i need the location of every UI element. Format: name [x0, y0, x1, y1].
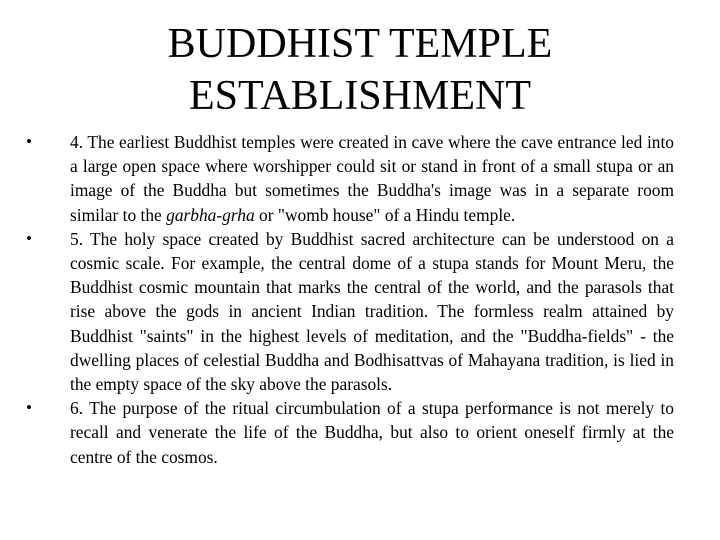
- bullet-icon: •: [26, 228, 32, 248]
- bullet-text: 6. The purpose of the ritual circumbulation of a stupa performance is not merely to recall and venerate the life of the Buddha, but also to orient oneself firmly at the centre of the cosmos.: [70, 398, 674, 467]
- title-line-2: ESTABLISHMENT: [189, 73, 531, 119]
- bullet-text: [70, 132, 674, 225]
- bullet-icon: •: [26, 132, 32, 151]
- bullet-text-before: 4. The earliest Buddhist temples were created in cave where the cave entrance led into a large open space where worshipper could sit or stand in front of a small stupa or an image of the Buddha but sometimes the Buddha's image was in a separate room similar to the: [70, 132, 674, 225]
- bullet-text: 5. The holy space created by Buddhist sacred architecture can be understood on a cosmic scale. For example, the central dome of a stupa stands for Mount Meru, the Buddhist cosmic mountain that marks the central of the world, and the parasols that rise above the gods in ancient Indian tradition. The formless realm attained by Buddhist "saints" in the highest levels of meditation, and the "Buddha-fields" - the dwelling places of celestial Buddha and Bodhisattvas of Mahayana tradition, is lied in the empty space of the sky above the parasols.: [70, 228, 674, 395]
- bullet-item-5: [26, 227, 674, 396]
- slide-title: [0, 18, 720, 122]
- bullet-item-4: [26, 130, 674, 227]
- bullet-text-after: or "womb house" of a Hindu temple.: [254, 204, 516, 225]
- bullet-item-6: [26, 396, 674, 469]
- bullet-icon: •: [26, 398, 32, 418]
- bullet-text-italic-term: garbha-grha: [166, 204, 255, 225]
- bullet-list: [26, 130, 674, 469]
- title-line-1: BUDDHIST TEMPLE: [167, 21, 553, 67]
